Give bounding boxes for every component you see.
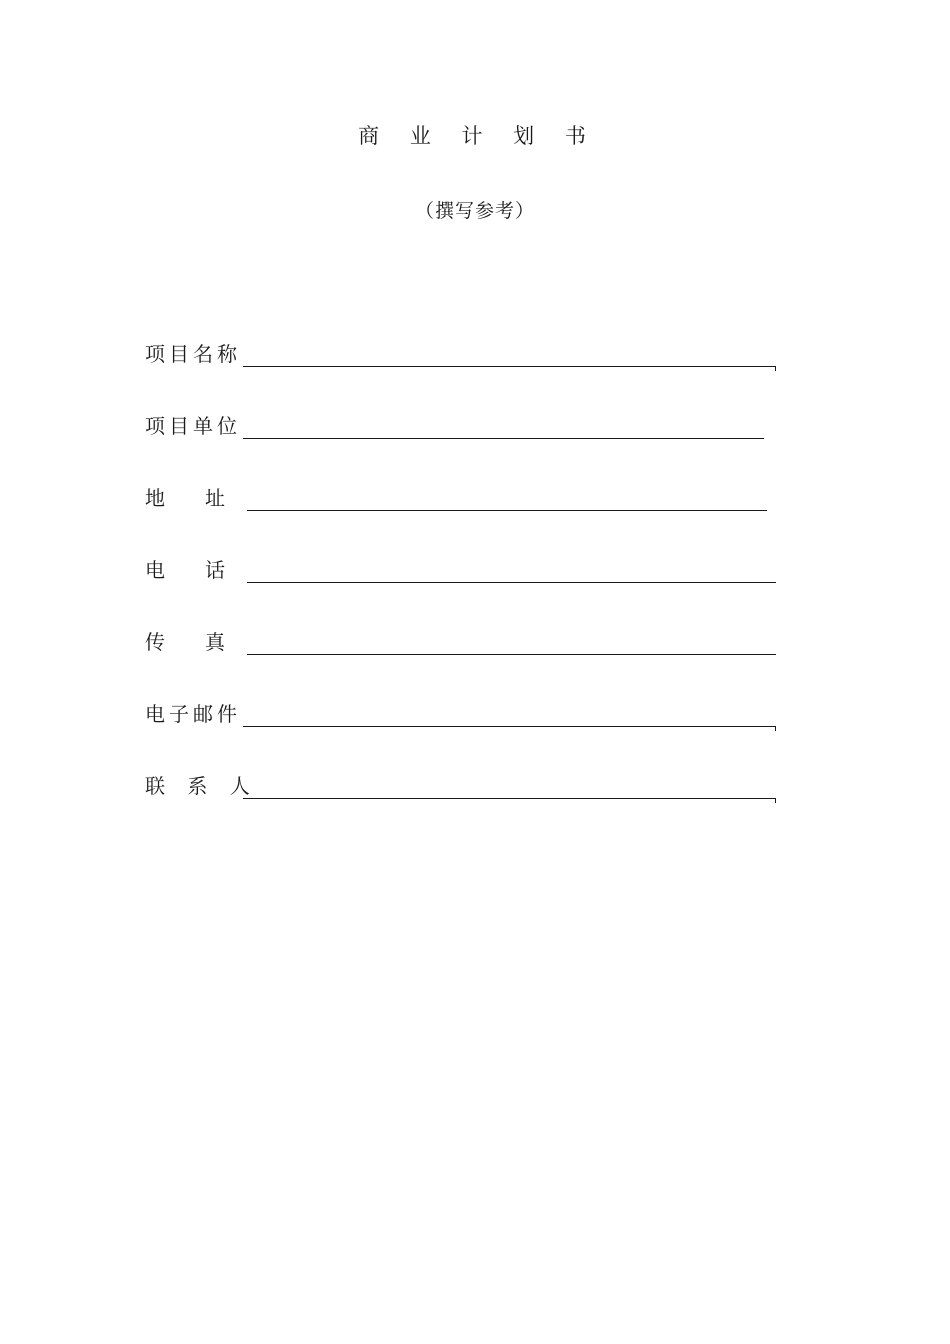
line-end-mark xyxy=(775,366,776,371)
line-end-mark xyxy=(775,726,776,731)
field-label-fax: 传 真 xyxy=(145,630,225,654)
field-input-contact[interactable] xyxy=(243,798,775,799)
field-input-address[interactable] xyxy=(247,510,767,511)
field-input-project-name[interactable] xyxy=(243,366,775,367)
page-subtitle: （撰写参考） xyxy=(414,200,535,222)
field-row-email xyxy=(145,700,785,732)
field-row-address xyxy=(145,484,785,516)
field-row-fax xyxy=(145,628,785,660)
field-label-address: 地 址 xyxy=(145,486,225,510)
field-label-email: 电子邮件 xyxy=(145,702,241,726)
field-row-project-unit xyxy=(145,412,785,444)
field-input-phone[interactable] xyxy=(247,582,776,583)
field-label-contact: 联 系 人 xyxy=(145,774,258,798)
page-title: 商 业 计 划 书 xyxy=(358,124,598,148)
line-end-mark xyxy=(775,798,776,803)
field-label-project-name: 项目名称 xyxy=(145,342,241,366)
field-input-project-unit[interactable] xyxy=(243,438,764,439)
field-row-phone xyxy=(145,556,785,588)
field-row-contact xyxy=(145,772,785,804)
field-label-project-unit: 项目单位 xyxy=(145,414,241,438)
field-row-project-name xyxy=(145,340,785,372)
field-label-phone: 电 话 xyxy=(145,558,225,582)
field-input-fax[interactable] xyxy=(247,654,776,655)
field-input-email[interactable] xyxy=(243,726,775,727)
